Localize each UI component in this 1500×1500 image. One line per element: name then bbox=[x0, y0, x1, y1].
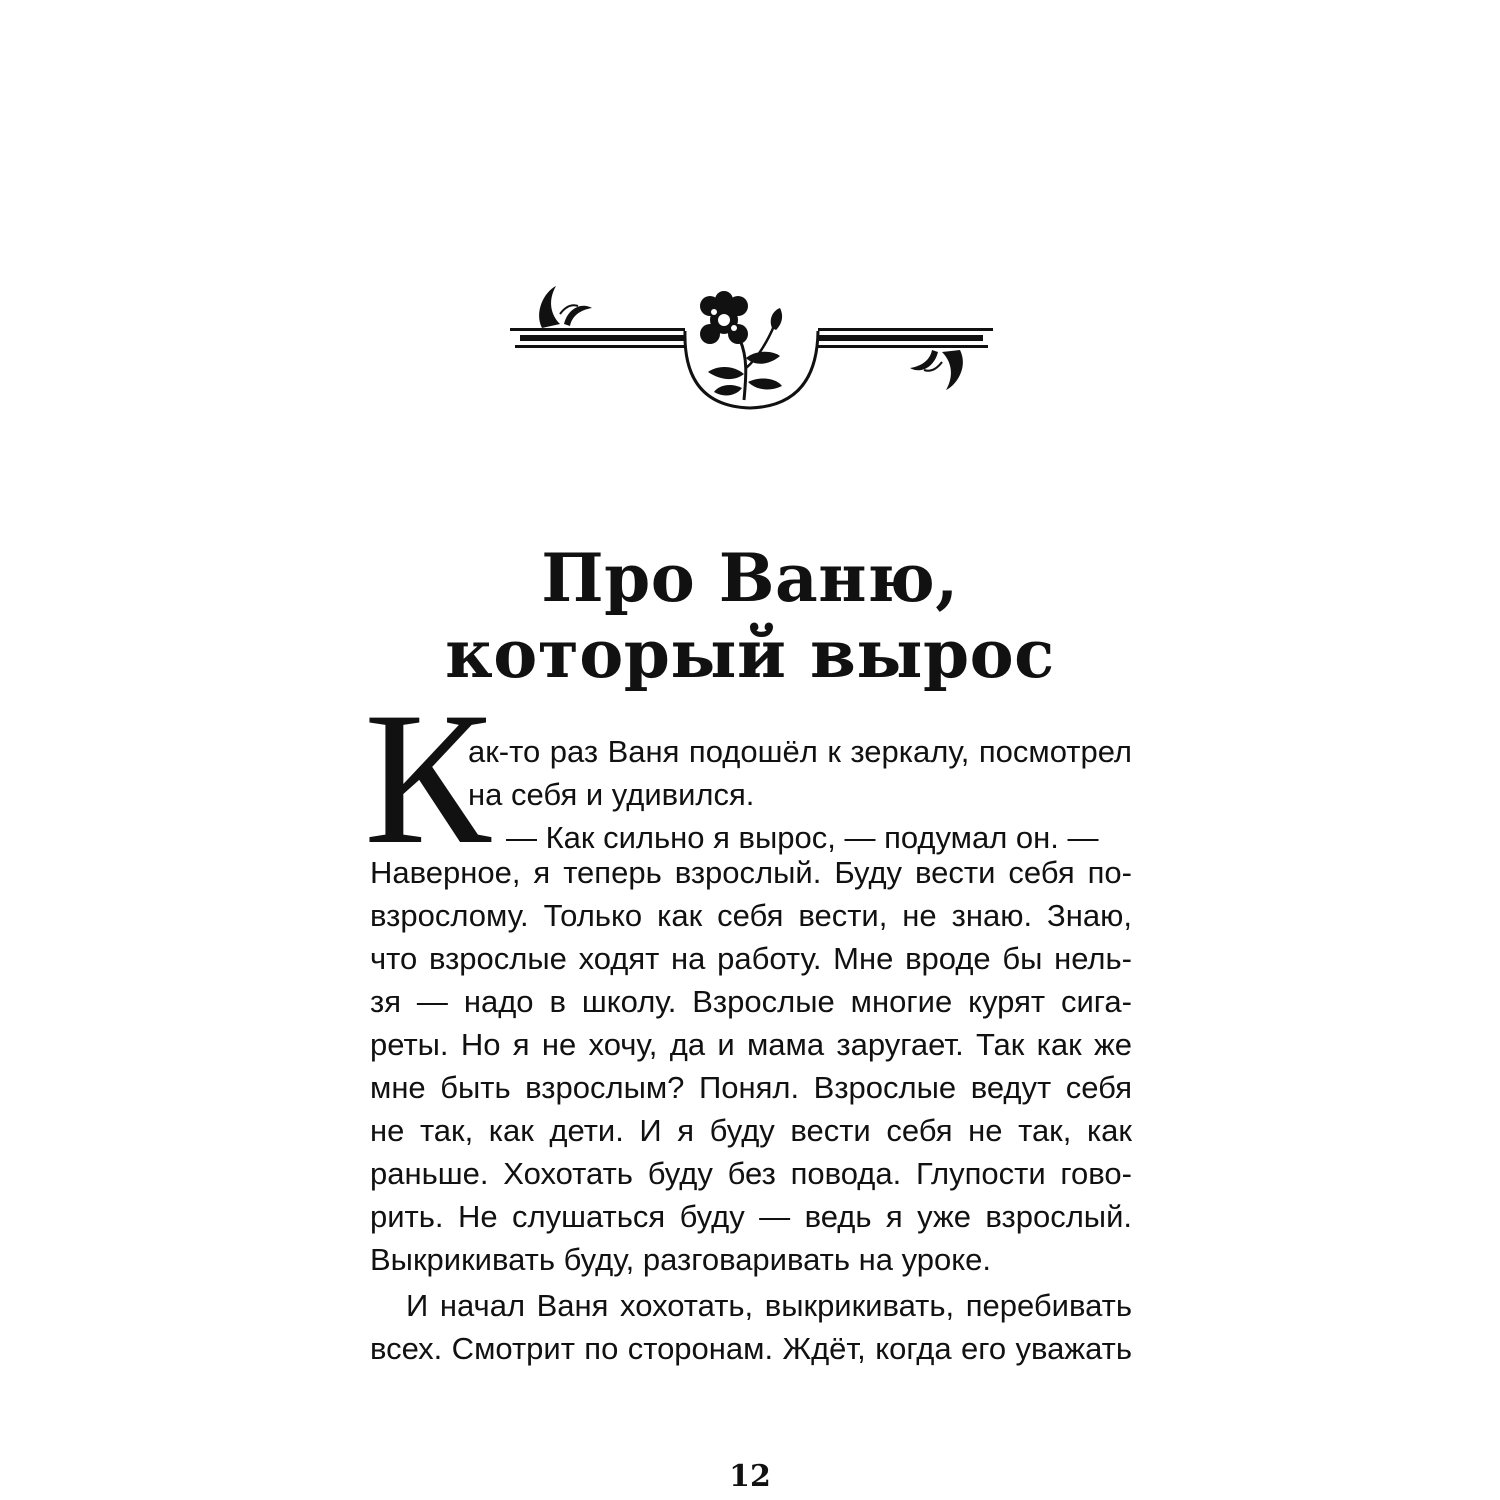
text-line: мне быть взрослым? Понял. Взрослые ведут себя bbox=[370, 1070, 1132, 1105]
text-line: раньше. Хохотать буду без повода. Глупости гово- bbox=[370, 1156, 1132, 1191]
text-line: зя — надо в школу. Взрослые многие курят сига- bbox=[370, 984, 1132, 1019]
paragraph-1 bbox=[370, 851, 1132, 1281]
page-number: 12 bbox=[729, 1459, 771, 1494]
text-line: что взрослые ходят на работу. Мне вроде бы нель- bbox=[370, 941, 1132, 976]
text-line: Наверное, я теперь взрослый. Буду вести себя по- bbox=[370, 855, 1132, 890]
text-line: рить. Не слушаться буду — ведь я уже взрослый. bbox=[370, 1199, 1132, 1234]
text-line: ак-то раз Ваня подошёл к зеркалу, посмотрел bbox=[468, 734, 1132, 769]
text-line: не так, как дети. И я буду вести себя не так, как bbox=[370, 1113, 1132, 1148]
rose-bud-icon bbox=[771, 308, 782, 330]
rose-leaf-1 bbox=[708, 367, 744, 379]
rose-flower-icon bbox=[700, 291, 748, 344]
title-line-2: который вырос bbox=[445, 615, 1055, 693]
ornament-right-leaf bbox=[910, 350, 938, 370]
drop-cap: К bbox=[364, 674, 491, 884]
ornament-rule-right-bottom bbox=[818, 345, 988, 348]
ornament-rule-left-main bbox=[520, 335, 685, 341]
paragraph-2 bbox=[370, 1284, 1132, 1370]
page-title bbox=[300, 540, 1200, 692]
title-line-1: Про Ваню, bbox=[541, 539, 959, 617]
text-line: Выкрикивать буду, разговаривать на уроке. bbox=[370, 1242, 991, 1277]
text-line: взрослому. Только как себя вести, не знаю. Знаю, bbox=[370, 898, 1132, 933]
text-line: всех. Смотрит по сторонам. Ждёт, когда его уважать bbox=[370, 1331, 1132, 1366]
ornament-left-curl bbox=[539, 286, 560, 328]
ornament-rule-right-main bbox=[818, 335, 983, 341]
rose-stem bbox=[740, 340, 746, 400]
ornament-rule-right-top bbox=[818, 328, 993, 331]
rose-leaf-4 bbox=[714, 385, 742, 395]
floral-ornament-icon bbox=[500, 278, 1000, 418]
ornament-left-leaf bbox=[564, 306, 592, 326]
ornament-right-curl bbox=[942, 350, 963, 390]
text-line: И начал Ваня хохотать, выкрикивать, перебивать bbox=[406, 1288, 1132, 1323]
rose-leaf-3 bbox=[748, 379, 782, 390]
text-line: реты. Но я не хочу, да и мама заругает. Так как же bbox=[370, 1027, 1132, 1062]
ornament-rule-left-bottom bbox=[515, 345, 685, 348]
text-line: на себя и удивился. bbox=[468, 777, 755, 812]
lead-paragraph bbox=[370, 730, 1132, 859]
ornament-rule-left-top bbox=[510, 328, 685, 331]
text-line: — Как сильно я вырос, — подумал он. — bbox=[506, 820, 1099, 855]
